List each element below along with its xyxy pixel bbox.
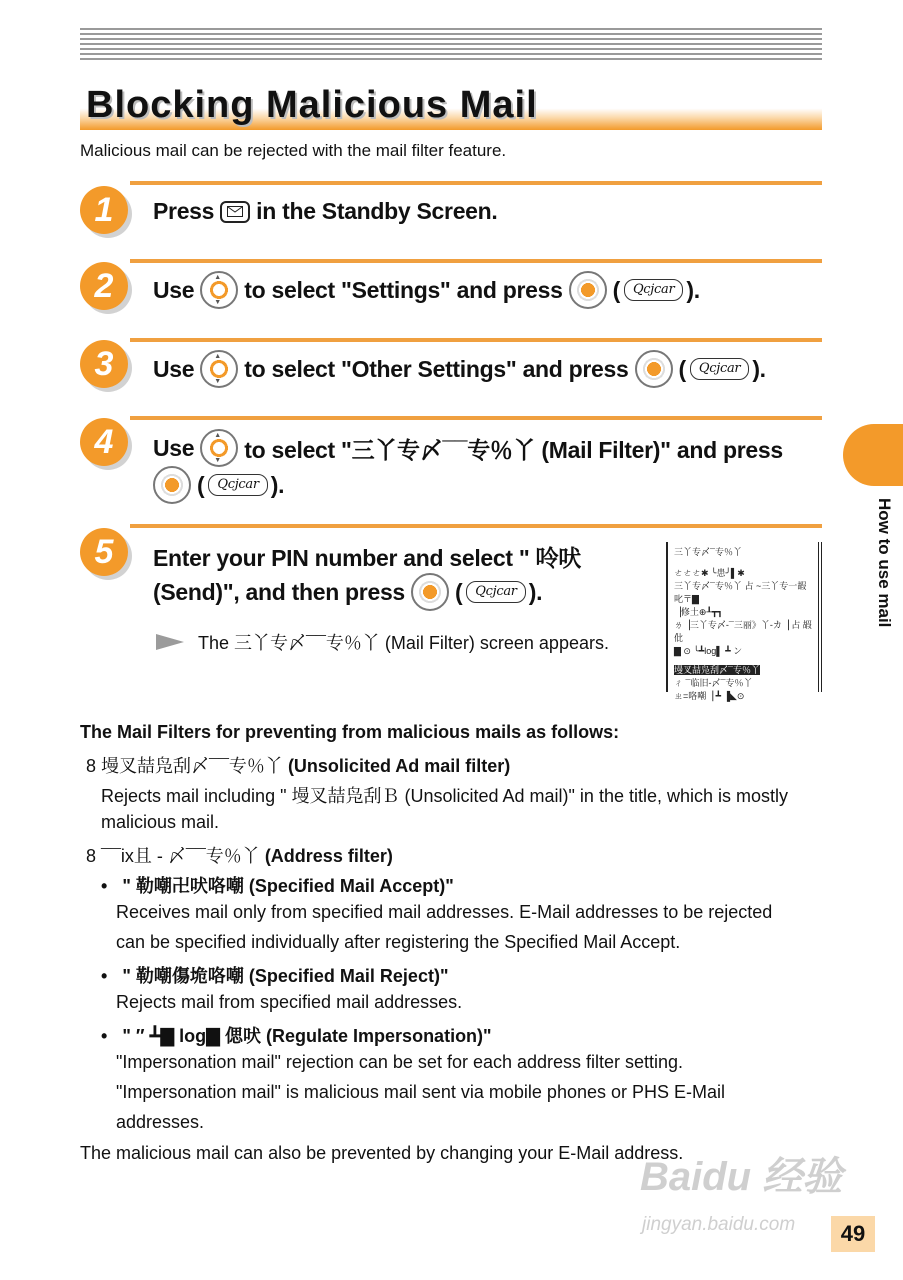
phone-line: ㄔ ¯临旧-〆¯专％丫 [674, 678, 753, 688]
arrow-right-icon [156, 634, 184, 650]
step-2-number: 2 [80, 262, 128, 310]
step-3-text [153, 350, 770, 388]
step-4-number: 4 [80, 418, 128, 466]
step-1-pre: Press [153, 198, 215, 224]
impersonation-desc-1: "Impersonation mail" rejection can be set for each address filter setting. [116, 1052, 684, 1072]
paren-open: ( [454, 578, 463, 605]
step-4-rule [130, 416, 822, 420]
header-stripes [80, 28, 822, 64]
select-key-icon [153, 466, 191, 504]
phone-line: ▇ ⊙ ╰┻log▌ ┻ ン [674, 646, 743, 656]
select-key-icon [569, 271, 607, 309]
impersonation-desc-3: addresses. [116, 1112, 205, 1132]
step-2-text [153, 271, 704, 309]
watermark-logo: Baidu 经验 [640, 1155, 843, 1199]
step-3-number: 3 [80, 340, 128, 388]
paren-open: ( [612, 276, 620, 303]
step-5-rule [130, 524, 822, 528]
nav-key-icon [200, 271, 238, 309]
step-1-rule [130, 181, 822, 185]
phone-screen [666, 542, 822, 701]
list-marker: 8 [86, 756, 97, 776]
impersonation-item [101, 1022, 492, 1048]
ad-filter-title [86, 752, 510, 778]
mail-key-icon [220, 201, 250, 223]
softkey-label: Qcjcar [690, 358, 749, 380]
step-5-line2-text: (Send)", and then press [153, 578, 405, 605]
paren-close: ). [686, 276, 700, 303]
address-filter-label: (Address filter) [264, 846, 393, 866]
note-text: The 三丫专〆¯¯专％丫 (Mail Filter) screen appears. [198, 633, 609, 653]
accept-desc-1: Receives mail only from specified mail addresses. E-Mail addresses to be rejected [116, 902, 773, 922]
ad-filter-label: (Unsolicited Ad mail filter) [287, 756, 511, 776]
ad-filter-jp: 墁叉喆凫刮〆¯¯专％丫 [101, 756, 283, 776]
paren-close: ). [752, 355, 766, 382]
page-number: 49 [831, 1216, 875, 1252]
phone-selected-item: 墁叉喆凫刮〆¯专％丫 [674, 665, 760, 675]
impersonation-jp: " ″ ┻▇ log▇ 偲吠 [122, 1026, 262, 1046]
ad-desc-post: (Unsolicited Ad mail)" in the title, which is mostly [404, 786, 789, 806]
paren-open: ( [197, 471, 205, 498]
softkey-label: Qcjcar [466, 581, 525, 603]
footer-note: The malicious mail can also be prevented by changing your E-Mail address. [80, 1143, 684, 1163]
step-1-text [153, 198, 504, 225]
step-3-rule [130, 338, 822, 342]
list-marker: 8 [86, 846, 97, 866]
step-1-number: 1 [80, 186, 128, 234]
phone-line: ▕修土⊕┸┳┓ [674, 607, 723, 617]
select-key-icon [411, 573, 449, 611]
step-3-pre: Use [153, 355, 195, 382]
phone-line: 三丫专〆¯专％丫 [674, 547, 742, 557]
side-tab [843, 424, 903, 486]
page-title: Blocking Malicious Mail [86, 84, 538, 126]
reject-item [101, 962, 448, 988]
impersonation-desc-2: "Impersonation mail" is malicious mail sent via mobile phones or PHS E-Mail [116, 1082, 726, 1102]
ad-filter-desc-2: malicious mail. [101, 812, 220, 832]
bullet: • [101, 876, 108, 896]
select-key-icon [635, 350, 673, 388]
step-4-text [153, 429, 789, 467]
step-4-mid: to select "三丫专〆¯¯专％丫 (Mail Filter)" and press [244, 436, 783, 463]
phone-line: ㄜㄜㄜ✱ ╰患╯▌✱ [674, 568, 745, 578]
paren-open: ( [678, 355, 686, 382]
phone-line: ㄌ▕三丫专〆-¯三丽》丫-カ▕ 占 嘏仳 [674, 620, 812, 643]
step-5-line2 [153, 573, 546, 611]
accept-item [101, 872, 454, 898]
paren-close: ). [528, 578, 543, 605]
step-2-pre: Use [153, 276, 195, 303]
nav-key-icon [200, 350, 238, 388]
ad-desc-pre: Rejects mail including " 墁叉喆凫刮Ｂ [101, 786, 400, 806]
reject-desc: Rejects mail from specified mail addresses. [116, 992, 463, 1012]
accept-jp: " 勒嘲卍吠咯嘲 [122, 876, 244, 896]
nav-key-icon [200, 429, 238, 467]
softkey-label: Qcjcar [208, 474, 267, 496]
filters-heading: The Mail Filters for preventing from malicious mails as follows: [80, 722, 620, 742]
address-filter-title [86, 842, 393, 868]
step-5-line1: Enter your PIN number and select " 呤吠 [153, 545, 581, 571]
bullet: • [101, 966, 108, 986]
softkey-label: Qcjcar [624, 279, 683, 301]
impersonation-label: (Regulate Impersonation)" [266, 1026, 492, 1046]
step-4-text-line2 [153, 466, 288, 504]
intro-text: Malicious mail can be rejected with the mail filter feature. [80, 141, 507, 160]
bullet: • [101, 1026, 108, 1046]
reject-jp: " 勒嘲傷垝咯嘲 [122, 966, 244, 986]
step-2-mid: to select "Settings" and press [244, 276, 563, 303]
watermark-url: jingyan.baidu.com [642, 1214, 796, 1235]
accept-label: (Specified Mail Accept)" [248, 876, 454, 896]
address-filter-jp: ¯¯ix且 - 〆¯¯专％丫 [101, 846, 260, 866]
note [156, 629, 609, 655]
step-3-mid: to select "Other Settings" and press [244, 355, 629, 382]
step-2-rule [130, 259, 822, 263]
step-4-pre: Use [153, 434, 195, 461]
step-1-post: in the Standby Screen. [256, 198, 498, 224]
accept-desc-2: can be specified individually after registering the Specified Mail Accept. [116, 932, 681, 952]
step-5-number: 5 [80, 528, 128, 576]
paren-close: ). [270, 471, 285, 498]
phone-line: ㄓ=咯嘲▕ ┻ ▐◣⊙ [674, 691, 745, 701]
phone-line: 三丫专〆¯专％丫 占 ~三丫专一嘏叱〒▇ [674, 581, 807, 604]
side-tab-label: How to use mail [875, 498, 894, 628]
reject-label: (Specified Mail Reject)" [248, 966, 449, 986]
ad-filter-desc [101, 782, 788, 808]
